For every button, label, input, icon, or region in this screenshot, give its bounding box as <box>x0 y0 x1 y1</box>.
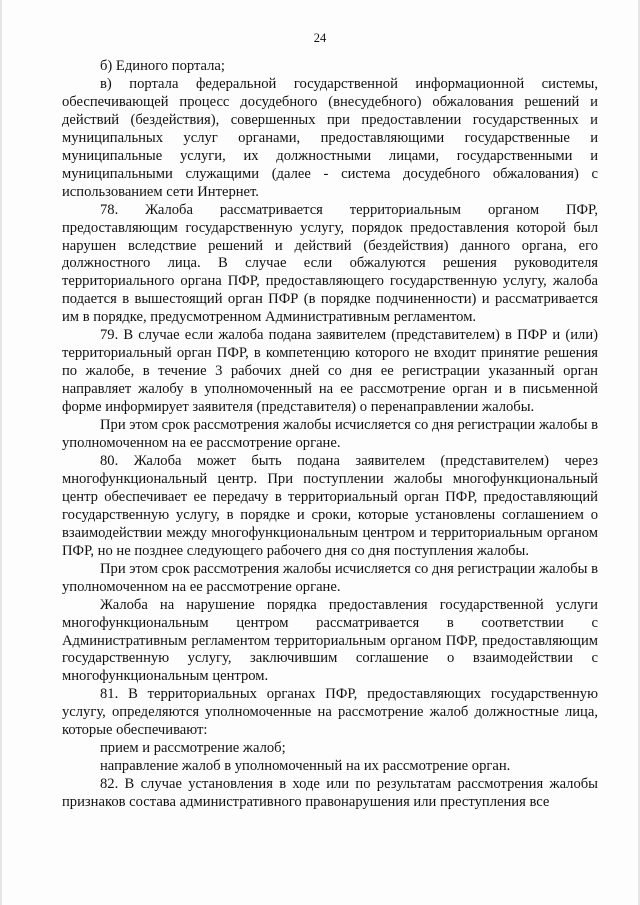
paragraph-81: 81. В территориальных органах ПФР, предоставляющих государственную услугу, определяются уполномоченные на рассмотрение жалоб должностные лица, которые обеспечивают: <box>62 686 598 739</box>
paragraph-81-item-reception: прием и рассмотрение жалоб; <box>100 740 286 757</box>
paragraph-78: 78. Жалоба рассматривается территориальным органом ПФР, предоставляющим государственную услугу, порядок предоставления которой был нарушен вследствие решений и действий (бездействия) данного органа, его должностного лица. В случае если обжалуются решения руководителя территориального органа ПФР, предоставляющего государственную услугу, жалоба подается в вышестоящий орган ПФР (в порядке подчиненности) и рассматривается им в порядке, предусмотренном Административным регламентом. <box>62 201 598 326</box>
paragraph-item-b: б) Единого портала; <box>100 58 225 74</box>
paragraph-81-item-forwarding: направление жалоб в уполномоченный на их рассмотрение орган. <box>100 758 511 775</box>
document-body <box>62 58 598 812</box>
scan-edge-left <box>0 0 2 905</box>
page-number: 24 <box>313 31 327 45</box>
paragraph-80-mfc-complaint: Жалоба на нарушение порядка предоставления государственной услуги многофункциональным центром рассматривается в соответствии с Административным регламентом территориальным органом ПФР, предоставляющим государственную услугу, заключившим соглашение о взаимодействии с многофункциональным центром. <box>62 596 598 685</box>
paragraph-79: 79. В случае если жалоба подана заявителем (представителем) в ПФР и (или) территориальный орган ПФР, в компетенцию которого не входит принятие решения по жалобе, в течение 3 рабочих дней со дня ее регистрации указанный орган направляет жалобу в уполномоченный на ее рассмотрение орган и в письменной форме информирует заявителя (представителя) о перенаправлении жалобы. <box>62 327 598 416</box>
paragraph-82: 82. В случае установления в ходе или по результатам рассмотрения жалобы признаков состава административного правонарушения или преступления все <box>62 776 598 811</box>
paragraph-80-term: При этом срок рассмотрения жалобы исчисляется со дня регистрации жалобы в уполномоченном на ее рассмотрение органе. <box>62 560 598 595</box>
paragraph-79-term: При этом срок рассмотрения жалобы исчисляется со дня регистрации жалобы в уполномоченном на ее рассмотрение органе. <box>62 417 598 452</box>
paragraph-item-v: в) портала федеральной государственной информационной системы, обеспечивающей процесс досудебного (внесудебного) обжалования решений и действий (бездействия), совершенных при предоставлении государственных и муниципальных услуг органами, предоставляющими государственные и муниципальные услуги, их должностными лицами, государственными и муниципальными служащими (далее - система досудебного обжалования) с использованием сети Интернет. <box>62 75 598 200</box>
paragraph-80: 80. Жалоба может быть подана заявителем (представителем) через многофункциональный центр. При поступлении жалобы многофункциональный центр обеспечивает ее передачу в территориальный орган ПФР, предоставляющий государственную услугу, в порядке и сроки, которые установлены соглашением о взаимодействии между многофункциональным центром и территориальным органом ПФР, но не позднее следующего рабочего дня со дня поступления жалобы. <box>62 452 598 559</box>
